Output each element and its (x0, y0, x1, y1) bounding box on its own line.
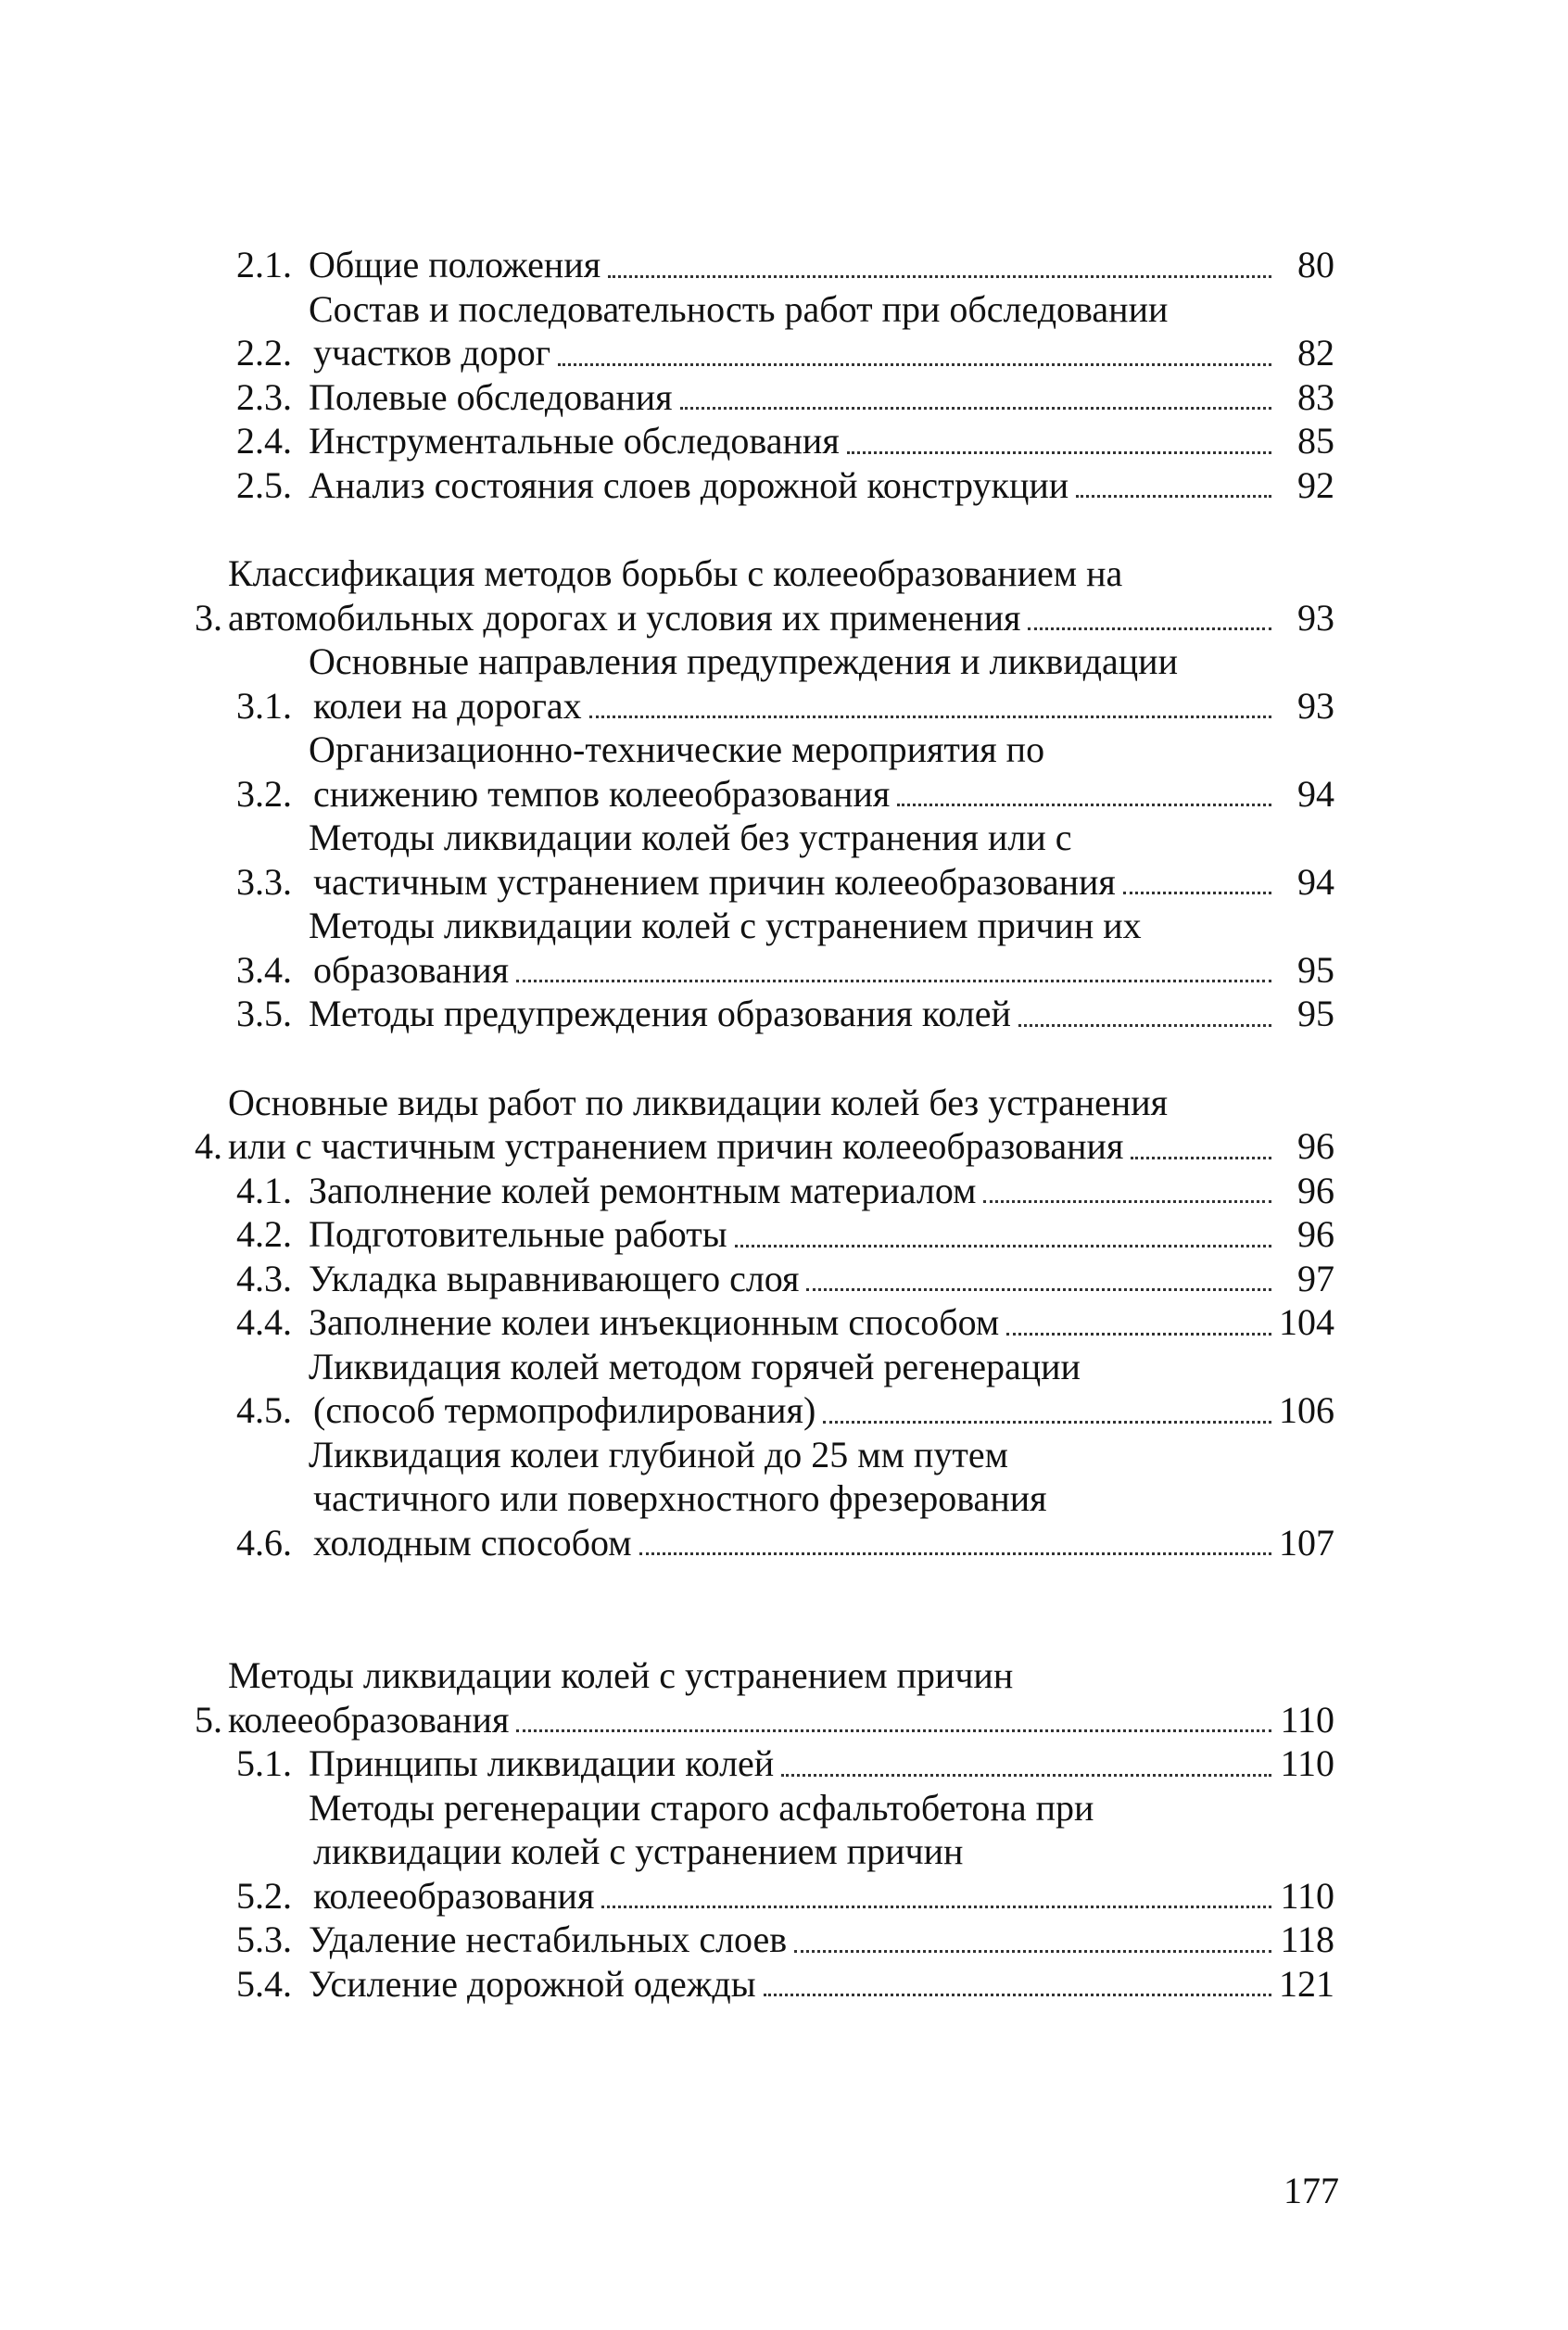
toc-title-line (309, 1433, 1334, 1477)
toc-page-number: 95 (1297, 993, 1334, 1034)
dot-leader (608, 266, 1271, 278)
toc-title-line (309, 1257, 1334, 1301)
toc-page-number: 97 (1297, 1257, 1334, 1299)
toc-title-line (228, 1653, 1334, 1698)
toc-title-line (309, 243, 1334, 287)
toc-title-text: Принципы ликвидации колей (309, 1742, 775, 1784)
toc-subsection[interactable] (195, 1433, 1334, 1565)
toc-title (228, 1081, 1334, 1169)
toc-number: 2.2. (236, 332, 292, 374)
toc-section[interactable] (195, 1081, 1334, 1169)
dot-leader (558, 354, 1271, 366)
toc-title-text: Ликвидация колей методом горячей регенерации (309, 1345, 1081, 1387)
toc-page-number: 110 (1280, 1698, 1334, 1741)
toc-title-text: колееобразования (228, 1698, 510, 1741)
toc-page-number: 85 (1297, 420, 1334, 462)
toc-subsection[interactable] (195, 463, 1334, 508)
toc-page-number: 83 (1297, 375, 1334, 418)
toc-number: 5.2. (236, 1874, 292, 1917)
toc-number: 3.2. (236, 772, 292, 815)
toc-number: 4. (195, 1125, 222, 1167)
toc-title (309, 1741, 1334, 1786)
toc-page-number: 93 (1297, 596, 1334, 639)
toc-number: 2.5. (236, 463, 292, 506)
dot-leader (1123, 882, 1271, 894)
toc-title (309, 1962, 1334, 2007)
dot-leader (1131, 1147, 1271, 1159)
toc-title-line (309, 331, 1334, 375)
toc-title-line (309, 1741, 1334, 1786)
toc-subsection[interactable] (195, 992, 1334, 1036)
toc-title (309, 1169, 1334, 1213)
table-of-contents (195, 243, 1334, 2006)
toc-subsection[interactable] (195, 1345, 1334, 1433)
dot-leader (639, 1543, 1271, 1555)
dot-leader (1006, 1323, 1271, 1336)
toc-title (309, 1786, 1334, 1918)
toc-title-line (309, 904, 1334, 948)
toc-title-line (309, 1169, 1334, 1213)
toc-section[interactable] (195, 1653, 1334, 1741)
toc-number: 3. (195, 596, 222, 639)
toc-page-number: 93 (1297, 684, 1334, 727)
toc-title-text: (способ термопрофилирования) (313, 1389, 816, 1431)
toc-number: 5.1. (236, 1742, 292, 1784)
toc-title (309, 728, 1334, 816)
toc-title-text: Методы ликвидации колей с устранением причин (228, 1654, 1014, 1696)
toc-subsection[interactable] (195, 904, 1334, 992)
dot-leader (806, 1279, 1271, 1291)
toc-title-line (309, 375, 1334, 420)
dot-leader (1028, 618, 1271, 630)
toc-title-line (228, 1698, 1334, 1742)
dot-leader (680, 398, 1271, 410)
toc-title-text: или с частичным устранением причин колееобразования (228, 1125, 1124, 1167)
toc-title (309, 904, 1334, 992)
toc-title-line (309, 1476, 1334, 1521)
toc-number: 4.4. (236, 1301, 292, 1343)
toc-subsection[interactable] (195, 419, 1334, 463)
toc-title-text: автомобильных дорогах и условия их применения (228, 596, 1021, 639)
toc-title-text: Укладка выравнивающего слоя (309, 1257, 800, 1299)
toc-page-number: 110 (1280, 1742, 1334, 1784)
toc-page-number: 96 (1297, 1125, 1334, 1167)
toc-title-line (228, 596, 1334, 640)
toc-title-text: Методы ликвидации колей без устранения или с (309, 817, 1072, 858)
toc-title-line (309, 1345, 1334, 1389)
dot-leader (983, 1191, 1271, 1203)
dot-leader (823, 1412, 1271, 1424)
toc-subsection[interactable] (195, 639, 1334, 728)
toc-number: 3.1. (236, 684, 292, 727)
toc-number: 2.3. (236, 375, 292, 418)
toc-title-text: Ликвидация колеи глубиной до 25 мм путем (309, 1433, 1008, 1475)
toc-title-text: Классификация методов борьбы с колееобразованием на (228, 552, 1123, 594)
toc-title-line (309, 1521, 1334, 1565)
toc-title-line (309, 860, 1334, 905)
toc-title-text: Общие положения (309, 244, 601, 285)
toc-page-number: 110 (1280, 1874, 1334, 1917)
toc-subsection[interactable] (195, 1300, 1334, 1345)
toc-title-text: Состав и последовательность работ при обследовании (309, 287, 1169, 330)
dot-leader (735, 1235, 1271, 1247)
toc-title-line (309, 684, 1334, 728)
toc-title-line (309, 948, 1334, 993)
toc-title-line (309, 1830, 1334, 1874)
toc-page-number: 104 (1279, 1301, 1334, 1343)
toc-page-number: 106 (1279, 1389, 1334, 1431)
dot-leader (897, 794, 1271, 806)
toc-title-text: образования (313, 948, 509, 991)
toc-number: 5.3. (236, 1918, 292, 1960)
toc-subsection[interactable] (195, 1212, 1334, 1257)
toc-page-number: 96 (1297, 1213, 1334, 1255)
toc-title (228, 551, 1334, 639)
toc-subsection[interactable] (195, 1741, 1334, 1786)
toc-number: 5. (195, 1698, 222, 1741)
toc-title (309, 992, 1334, 1036)
dot-leader (589, 706, 1271, 718)
toc-section[interactable] (195, 551, 1334, 639)
toc-title-text: частичного или поверхностного фрезерования (313, 1477, 1047, 1519)
toc-title-line (309, 1388, 1334, 1433)
toc-page-number: 95 (1297, 948, 1334, 991)
toc-title (309, 1433, 1334, 1565)
toc-title-text: Организационно-технические мероприятия по (309, 728, 1045, 770)
toc-page-number: 96 (1297, 1169, 1334, 1211)
toc-title-line (309, 992, 1334, 1036)
dot-leader (781, 1765, 1271, 1777)
toc-title-text: Методы ликвидации колей с устранением причин их (309, 905, 1142, 946)
toc-page-number: 94 (1297, 860, 1334, 903)
toc-title-text: Анализ состояния слоев дорожной конструкции (309, 463, 1069, 506)
toc-title-text: снижению темпов колееобразования (313, 772, 891, 815)
toc-page-number: 94 (1297, 772, 1334, 815)
toc-subsection[interactable] (195, 1257, 1334, 1301)
toc-title-line (309, 463, 1334, 508)
toc-title-line (309, 1918, 1334, 1962)
page-number: 177 (1283, 2170, 1339, 2211)
toc-number: 2.1. (236, 244, 292, 285)
toc-title-text: ликвидации колей с устранением причин (313, 1830, 964, 1872)
toc-title-line (228, 1081, 1334, 1125)
toc-title-text: Инструментальные обследования (309, 420, 840, 462)
toc-title-text: Основные виды работ по ликвидации колей без устранения (228, 1081, 1169, 1123)
toc-title-text: Усиление дорожной одежды (309, 1962, 756, 2005)
toc-subsection[interactable] (195, 728, 1334, 816)
toc-subsection[interactable] (195, 1918, 1334, 1962)
toc-subsection[interactable] (195, 1962, 1334, 2007)
toc-title (309, 1257, 1334, 1301)
toc-title-line (309, 728, 1334, 772)
toc-title-line (309, 287, 1334, 332)
toc-title (309, 1345, 1334, 1433)
toc-number: 5.4. (236, 1962, 292, 2005)
dot-leader (516, 1720, 1271, 1732)
section-gap (195, 1036, 1334, 1081)
toc-title-text: Основные направления предупреждения и ликвидации (309, 640, 1178, 682)
toc-title (309, 419, 1334, 463)
dot-leader (516, 970, 1271, 982)
toc-title-text: Методы регенерации старого асфальтобетона при (309, 1786, 1094, 1829)
toc-title-line (309, 816, 1334, 860)
toc-subsection[interactable] (195, 243, 1334, 287)
toc-title (309, 1918, 1334, 1962)
toc-title-text: холодным способом (313, 1521, 632, 1564)
dot-leader (794, 1941, 1271, 1953)
toc-subsection[interactable] (195, 1786, 1334, 1918)
toc-title-line (309, 639, 1334, 684)
toc-title-line (309, 772, 1334, 817)
dot-leader (1018, 1015, 1271, 1027)
toc-title-text: Заполнение колей ремонтным материалом (309, 1169, 977, 1211)
toc-title (309, 639, 1334, 728)
toc-subsection[interactable] (195, 375, 1334, 420)
toc-title-text: Заполнение колеи инъекционным способом (309, 1301, 1000, 1343)
toc-title-text: частичным устранением причин колееобразования (313, 860, 1116, 903)
toc-title-text: Методы предупреждения образования колей (309, 993, 1011, 1034)
toc-title-line (309, 1212, 1334, 1257)
toc-title (309, 243, 1334, 287)
toc-page-number: 107 (1279, 1521, 1334, 1564)
toc-title-line (309, 1786, 1334, 1830)
toc-subsection[interactable] (195, 816, 1334, 904)
toc-title-line (309, 419, 1334, 463)
toc-number: 4.3. (236, 1257, 292, 1299)
toc-title (309, 375, 1334, 420)
toc-title (309, 463, 1334, 508)
toc-number: 4.5. (236, 1389, 292, 1431)
section-gap (195, 1564, 1334, 1653)
toc-title-line (228, 551, 1334, 596)
toc-title-text: участков дорог (313, 332, 551, 374)
toc-page-number: 118 (1280, 1918, 1334, 1960)
dot-leader (764, 1984, 1271, 1996)
toc-number: 3.4. (236, 948, 292, 991)
toc-title (228, 1653, 1334, 1741)
toc-title-text: колеи на дорогах (313, 684, 582, 727)
toc-number: 3.3. (236, 860, 292, 903)
toc-number: 4.6. (236, 1521, 292, 1564)
toc-number: 2.4. (236, 420, 292, 462)
toc-number: 4.2. (236, 1213, 292, 1255)
toc-title-line (309, 1962, 1334, 2007)
toc-page-number: 92 (1297, 463, 1334, 506)
toc-title (309, 816, 1334, 904)
dot-leader (601, 1896, 1271, 1908)
toc-title-text: Подготовительные работы (309, 1213, 727, 1255)
toc-page-number: 82 (1297, 332, 1334, 374)
toc-page-number: 80 (1297, 244, 1334, 285)
toc-number: 4.1. (236, 1169, 292, 1211)
toc-title-text: Удаление нестабильных слоев (309, 1918, 788, 1960)
section-gap (195, 507, 1334, 551)
toc-title (309, 1300, 1334, 1345)
dot-leader (847, 442, 1271, 454)
toc-subsection[interactable] (195, 1169, 1334, 1213)
toc-title (309, 287, 1334, 375)
toc-number: 3.5. (236, 993, 292, 1034)
toc-title-line (309, 1300, 1334, 1345)
toc-subsection[interactable] (195, 287, 1334, 375)
toc-title-text: колееобразования (313, 1874, 595, 1917)
toc-title (309, 1212, 1334, 1257)
toc-title-line (309, 1874, 1334, 1918)
toc-title-line (228, 1124, 1334, 1169)
toc-title-text: Полевые обследования (309, 375, 673, 418)
toc-page-number: 121 (1279, 1962, 1334, 2005)
dot-leader (1076, 486, 1271, 498)
